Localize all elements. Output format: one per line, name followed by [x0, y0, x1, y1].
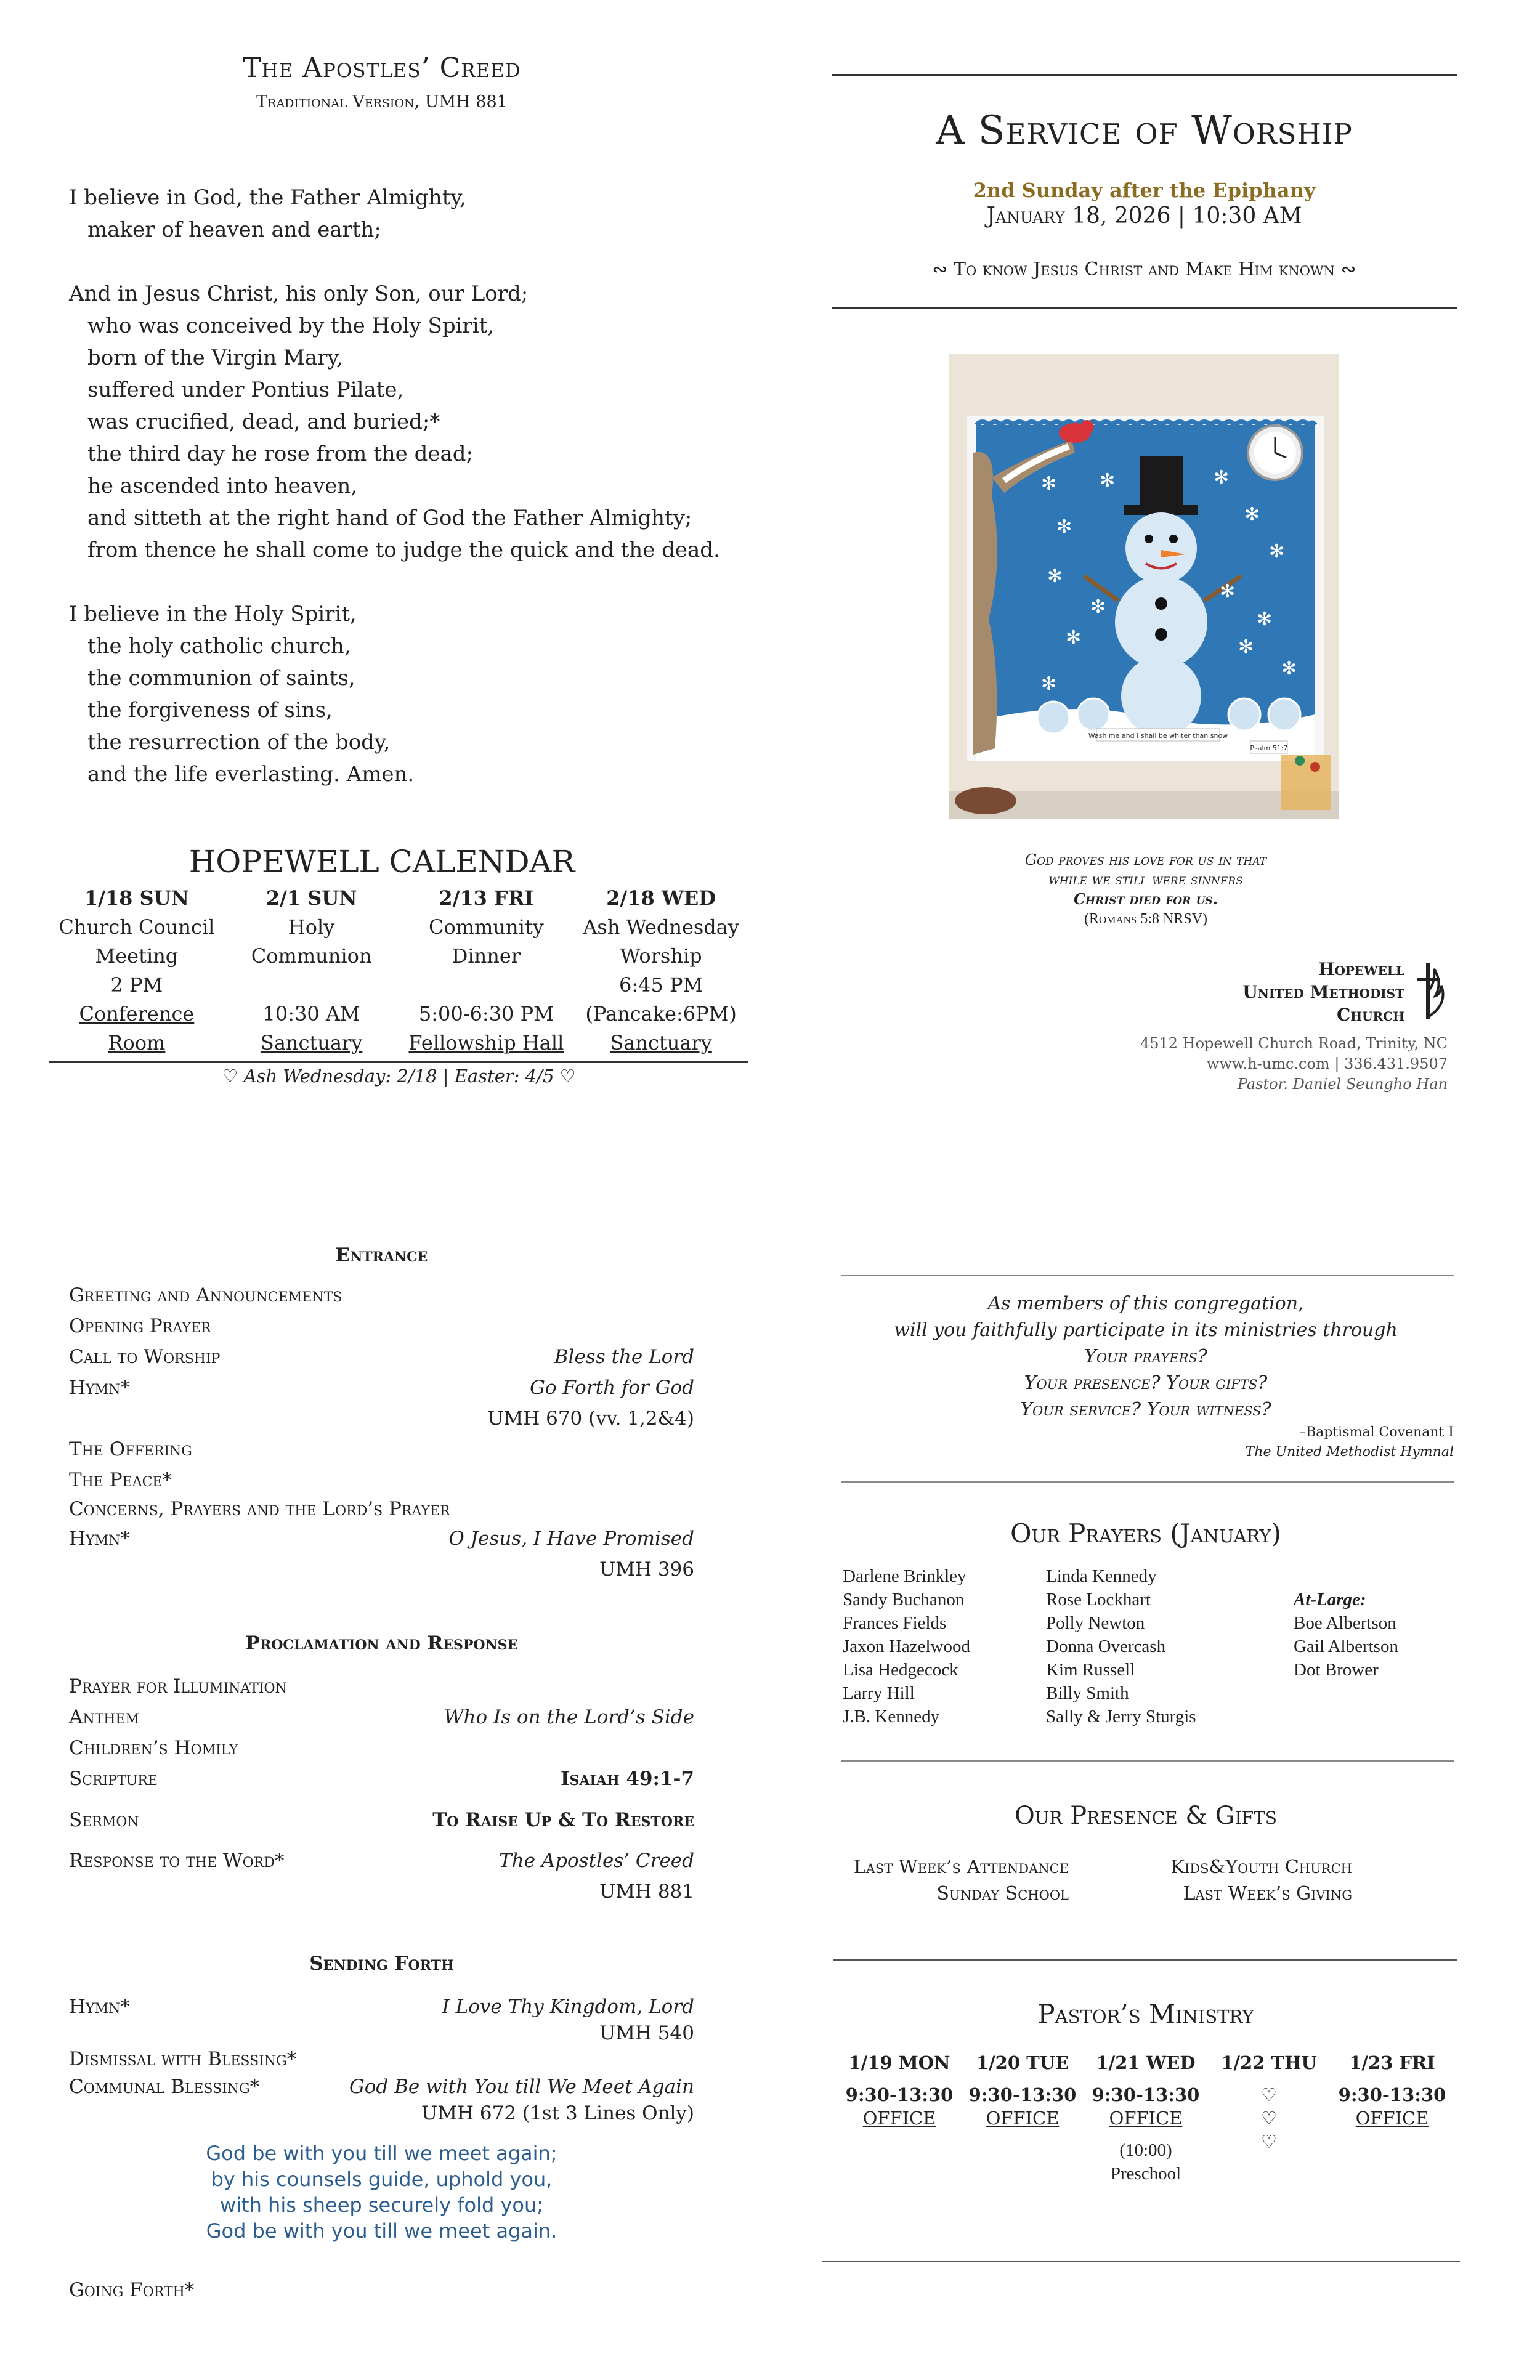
calendar-column: [224, 884, 399, 1058]
prayer-name: Boe Albertson: [1294, 1613, 1396, 1633]
calendar-event-line: Church Council: [59, 915, 215, 939]
order-item: Hymn*: [69, 1377, 130, 1399]
snowman-head: [1125, 512, 1197, 584]
order-item: Response to the Word*: [69, 1850, 285, 1872]
svg-text:✻: ✻: [1047, 565, 1063, 587]
calendar-time: 2 PM: [110, 973, 163, 997]
creed-line: the forgiveness of sins,: [87, 698, 333, 722]
snowman-body: [1115, 576, 1207, 668]
pastor-schedule: [838, 2051, 1454, 2185]
presence-title: Our Presence & Gifts: [1015, 1802, 1277, 1830]
schedule-day-label: 1/22 THU: [1221, 2052, 1317, 2073]
covenant-line: Your service? Your witness?: [1020, 1399, 1271, 1420]
creed-line: he ascended into heaven,: [87, 474, 358, 498]
presence-item: Last Week’s Attendance: [853, 1856, 1069, 1878]
prayer-name: Donna Overcash: [1046, 1637, 1166, 1656]
creed-line: and sitteth at the right hand of God the Father Almighty;: [87, 506, 692, 530]
blessing-lyrics: [69, 2140, 694, 2244]
order-item: Sermon: [69, 1809, 139, 1831]
prayers-title: Our Prayers (January): [1010, 1518, 1281, 1548]
schedule-place: OFFICE: [1109, 2108, 1183, 2129]
schedule-time: 9:30-13:30: [1338, 2084, 1446, 2105]
prayers-column-1: [843, 1564, 1040, 1728]
calendar-event-line: [399, 971, 574, 1000]
cover-top-rule: [832, 74, 1457, 76]
calendar-event-line: Worship: [620, 944, 702, 968]
creed-line: from thence he shall come to judge the quick and the dead.: [87, 538, 720, 562]
schedule-day: [1331, 2051, 1454, 2185]
creed-title: The Apostles’ Creed: [243, 52, 521, 84]
order-item: Scripture: [69, 1768, 158, 1790]
creed-subtitle: Traditional Version, UMH 881: [256, 92, 508, 111]
blessing-line: God be with you till we meet again;: [206, 2142, 557, 2165]
creed-line: suffered under Pontius Pilate,: [87, 378, 404, 402]
covenant-source-line: The United Methodist Hymnal: [1245, 1444, 1454, 1460]
schedule-day: [838, 2051, 961, 2185]
banner-ref: Psalm 51:7: [1250, 744, 1288, 752]
creed-line: was crucified, dead, and buried;*: [87, 410, 440, 434]
snowman-bulletin-board-photo: [949, 354, 1339, 819]
prayer-name: Jaxon Hazelwood: [843, 1637, 970, 1656]
svg-text:✻: ✻: [1090, 596, 1106, 618]
scripture-reference: Isaiah 49:1-7: [561, 1768, 694, 1790]
church-web-phone: www.h-umc.com | 336.431.9507: [1206, 1055, 1448, 1072]
schedule-place: OFFICE: [1355, 2108, 1429, 2129]
creed-line: and the life everlasting. Amen.: [87, 762, 415, 787]
hymn-reference: UMH 672 (1st 3 Lines Only): [421, 2102, 694, 2124]
cover-bottom-rule: [832, 307, 1457, 309]
cross-and-flame-icon: [1411, 958, 1454, 1026]
creed-text: [69, 182, 747, 790]
covenant-line: Your presence? Your gifts?: [1024, 1372, 1268, 1394]
order-item: Greeting and Announcements: [69, 1284, 342, 1306]
creed-line: the holy catholic church,: [87, 634, 351, 658]
snowman-hat: [1140, 456, 1183, 511]
schedule-day: [961, 2051, 1084, 2185]
church-motto: ∾ To know Jesus Christ and Make Him known ∾: [932, 259, 1356, 280]
pastor-name: Pastor. Daniel Seungho Han: [1237, 1075, 1448, 1093]
divider: [833, 1959, 1457, 1961]
church-name: [1201, 958, 1404, 1026]
blessing-line: God be with you till we meet again.: [206, 2219, 557, 2243]
creed-line: the resurrection of the body,: [87, 730, 391, 755]
baptismal-covenant: [838, 1290, 1454, 1423]
section-heading-entrance: Entrance: [335, 1244, 428, 1266]
creed-line: And in Jesus Christ, his only Son, our Lord;: [69, 281, 529, 306]
calendar-event-line: 6:45 PM: [618, 973, 703, 997]
at-large-heading: At-Large:: [1294, 1590, 1366, 1609]
snowman-illustration: [949, 354, 1339, 819]
calendar-event-line: Dinner: [452, 944, 521, 968]
divider: [841, 1760, 1454, 1762]
prayer-name: Kim Russell: [1046, 1660, 1135, 1680]
svg-text:✻: ✻: [1244, 504, 1260, 525]
schedule-time: 9:30-13:30: [1092, 2084, 1200, 2105]
divider: [841, 1275, 1454, 1276]
prayers-column-3: [1294, 1564, 1448, 1682]
liturgical-day: 2nd Sunday after the Epiphany: [973, 179, 1316, 202]
verse-line: Christ died for us.: [1073, 890, 1218, 908]
prayer-name: Darlene Brinkley: [843, 1566, 967, 1586]
calendar-time: (Pancake:6PM): [585, 1002, 737, 1026]
calendar-note: ♡ Ash Wednesday: 2/18 | Easter: 4/5 ♡: [222, 1066, 576, 1087]
blessing-line: with his sheep securely fold you;: [219, 2193, 544, 2217]
verse-line: God proves his love for us in that: [1024, 851, 1267, 868]
order-item: Call to Worship: [69, 1346, 221, 1368]
order-item: Opening Prayer: [69, 1315, 211, 1337]
schedule-extra: Preschool: [1110, 2164, 1181, 2184]
order-item: Anthem: [69, 1706, 140, 1728]
calendar-place: Sanctuary: [260, 1031, 363, 1054]
svg-text:✻: ✻: [1041, 673, 1057, 695]
prayer-name: Linda Kennedy: [1046, 1566, 1157, 1586]
response-reference: UMH 881: [599, 1880, 694, 1903]
pastor-ministry-title: Pastor’s Ministry: [1037, 1999, 1254, 2029]
snow-globe: [1228, 698, 1260, 731]
order-item: Hymn*: [69, 1996, 130, 2018]
response-title: The Apostles’ Creed: [498, 1850, 694, 1872]
schedule-day-label: 1/23 FRI: [1349, 2052, 1435, 2073]
church-address: 4512 Hopewell Church Road, Trinity, NC: [1140, 1035, 1448, 1052]
hymn-title: O Jesus, I Have Promised: [448, 1528, 694, 1550]
verse-line: while we still were sinners: [1048, 871, 1243, 888]
creed-line: the third day he rose from the dead;: [87, 442, 473, 466]
calendar-date: 2/1 SUN: [265, 886, 357, 910]
calendar-event-line: Holy: [288, 915, 335, 939]
section-heading-sending: Sending Forth: [309, 1953, 454, 1975]
schedule-day-label: 1/19 MON: [848, 2052, 950, 2073]
divider: [841, 1481, 1454, 1483]
prayer-name: Gail Albertson: [1294, 1637, 1398, 1656]
svg-text:✻: ✻: [1214, 467, 1230, 488]
calendar-place: Sanctuary: [610, 1031, 712, 1054]
hymn-title: Go Forth for God: [530, 1377, 694, 1399]
heart-icon: ♡: [1261, 2131, 1277, 2152]
schedule-time: 9:30-13:30: [845, 2084, 954, 2105]
church-name-line: Church: [1336, 1005, 1404, 1025]
presence-item: Last Week’s Giving: [1183, 1883, 1352, 1904]
creed-line: the communion of saints,: [87, 666, 355, 690]
prayer-name: Larry Hill: [843, 1683, 915, 1703]
schedule-place: OFFICE: [862, 2108, 936, 2129]
covenant-source-line: –Baptismal Covenant I: [1299, 1425, 1454, 1440]
calendar-date: 1/18 SUN: [84, 886, 189, 910]
calendar-time: 5:00-6:30 PM: [418, 1002, 554, 1026]
creed-line: I believe in the Holy Spirit,: [69, 602, 357, 626]
prayer-name: Lisa Hedgecock: [843, 1660, 958, 1680]
calendar-column: [49, 884, 224, 1058]
presence-right: [1155, 1854, 1352, 1907]
church-name-line: United Methodist: [1242, 982, 1404, 1002]
svg-text:✻: ✻: [1281, 658, 1297, 679]
anthem-title: Who Is on the Lord’s Side: [444, 1706, 694, 1728]
service-date: January 18, 2026 | 10:30 AM: [986, 203, 1302, 229]
verse-reference: (Romans 5:8 NRSV): [1084, 911, 1208, 927]
svg-text:✻: ✻: [1041, 473, 1057, 495]
prayer-name: Rose Lockhart: [1046, 1590, 1151, 1609]
calendar-date: 2/13 FRI: [439, 886, 534, 910]
prayer-name: Billy Smith: [1046, 1683, 1129, 1703]
hymn-title: I Love Thy Kingdom, Lord: [442, 1996, 694, 2018]
section-heading-proclamation: Proclamation and Response: [245, 1632, 518, 1654]
order-item: Communal Blessing*: [69, 2076, 260, 2098]
svg-text:✻: ✻: [1066, 627, 1082, 649]
calendar-divider: [49, 1061, 748, 1062]
svg-text:✻: ✻: [1100, 470, 1116, 492]
schedule-extra: (10:00): [1119, 2140, 1172, 2160]
creed-line: born of the Virgin Mary,: [87, 346, 343, 370]
banner-text: Wash me and I shall be whiter than snow: [1088, 732, 1228, 740]
divider: [822, 2261, 1460, 2262]
svg-text:✻: ✻: [1269, 541, 1285, 562]
order-item: Hymn*: [69, 1528, 130, 1550]
order-item: The Offering: [69, 1438, 192, 1460]
schedule-day-label: 1/21 WED: [1096, 2052, 1196, 2073]
schedule-place: OFFICE: [986, 2108, 1060, 2129]
snow-globe: [1037, 702, 1069, 734]
presence-item: Sunday School: [936, 1883, 1069, 1904]
schedule-day: [1084, 2051, 1207, 2185]
order-item: Dismissal with Blessing*: [69, 2048, 297, 2070]
calendar-place: Fellowship Hall: [408, 1031, 564, 1054]
covenant-line: will you faithfully participate in its ministries through: [894, 1319, 1398, 1341]
presence-left: [835, 1854, 1069, 1907]
order-item-detail: Bless the Lord: [554, 1346, 694, 1368]
creed-line: who was conceived by the Holy Spirit,: [87, 314, 495, 338]
calendar-title: HOPEWELL CALENDAR: [188, 844, 575, 880]
prayer-name: Frances Fields: [843, 1613, 947, 1633]
covenant-line: Your prayers?: [1084, 1346, 1207, 1367]
calendar-place: Conference Room: [79, 1002, 195, 1054]
service-title: A Service of Worship: [936, 108, 1353, 153]
hymn-reference: UMH 396: [599, 1558, 694, 1581]
heart-icon: ♡: [1261, 2084, 1277, 2105]
order-item: Concerns, Prayers and the Lord’s Prayer: [69, 1498, 450, 1520]
calendar-time: 10:30 AM: [262, 1002, 360, 1026]
calendar-event-line: Communion: [251, 944, 372, 968]
calendar-event-line: Community: [428, 915, 544, 939]
order-item: The Peace*: [69, 1469, 172, 1491]
hymn-reference: UMH 540: [599, 2022, 694, 2044]
snow-globe: [1077, 698, 1109, 731]
calendar-event-line: Meeting: [95, 944, 179, 968]
schedule-time: 9:30-13:30: [968, 2084, 1077, 2105]
blessing-line: by his counsels guide, uphold you,: [211, 2168, 553, 2191]
snow-globe: [1268, 698, 1300, 731]
prayer-name: Polly Newton: [1046, 1613, 1145, 1633]
calendar-grid: [49, 884, 748, 1058]
prayer-name: Dot Brower: [1294, 1660, 1379, 1680]
calendar-column: [573, 884, 748, 1058]
creed-line: maker of heaven and earth;: [87, 217, 381, 242]
hymn-title: God Be with You till We Meet Again: [349, 2076, 694, 2098]
prayers-column-2: [1046, 1564, 1280, 1728]
svg-text:✻: ✻: [1056, 516, 1072, 538]
heart-icon: ♡: [1261, 2108, 1277, 2129]
calendar-column: [399, 884, 574, 1058]
svg-text:✻: ✻: [1220, 581, 1236, 602]
svg-text:✻: ✻: [1238, 636, 1254, 658]
schedule-day-label: 1/20 TUE: [976, 2052, 1069, 2073]
calendar-event-line: [224, 971, 399, 1000]
prayer-name: J.B. Kennedy: [843, 1707, 940, 1726]
church-name-line: Hopewell: [1318, 959, 1404, 979]
presence-item: Kids&Youth Church: [1170, 1856, 1352, 1878]
schedule-day: [1207, 2051, 1331, 2185]
calendar-date: 2/18 WED: [606, 886, 716, 910]
prayer-name: Sally & Jerry Sturgis: [1046, 1707, 1196, 1726]
church-contact: [1047, 1034, 1448, 1095]
order-item: Prayer for Illumination: [69, 1675, 287, 1698]
covenant-line: As members of this congregation,: [987, 1293, 1304, 1314]
sermon-title: To Raise Up & To Restore: [432, 1809, 694, 1831]
scripture-verse: [893, 850, 1398, 929]
order-item: Children’s Homily: [69, 1737, 238, 1759]
prayer-name: Sandy Buchanon: [843, 1590, 965, 1609]
order-item: Going Forth*: [69, 2279, 195, 2301]
svg-text:✻: ✻: [1257, 609, 1273, 630]
calendar-event-line: Ash Wednesday: [583, 915, 739, 939]
hymn-reference: UMH 670 (vv. 1,2&4): [487, 1407, 694, 1430]
covenant-source: [838, 1423, 1454, 1462]
creed-line: I believe in God, the Father Almighty,: [69, 185, 466, 210]
